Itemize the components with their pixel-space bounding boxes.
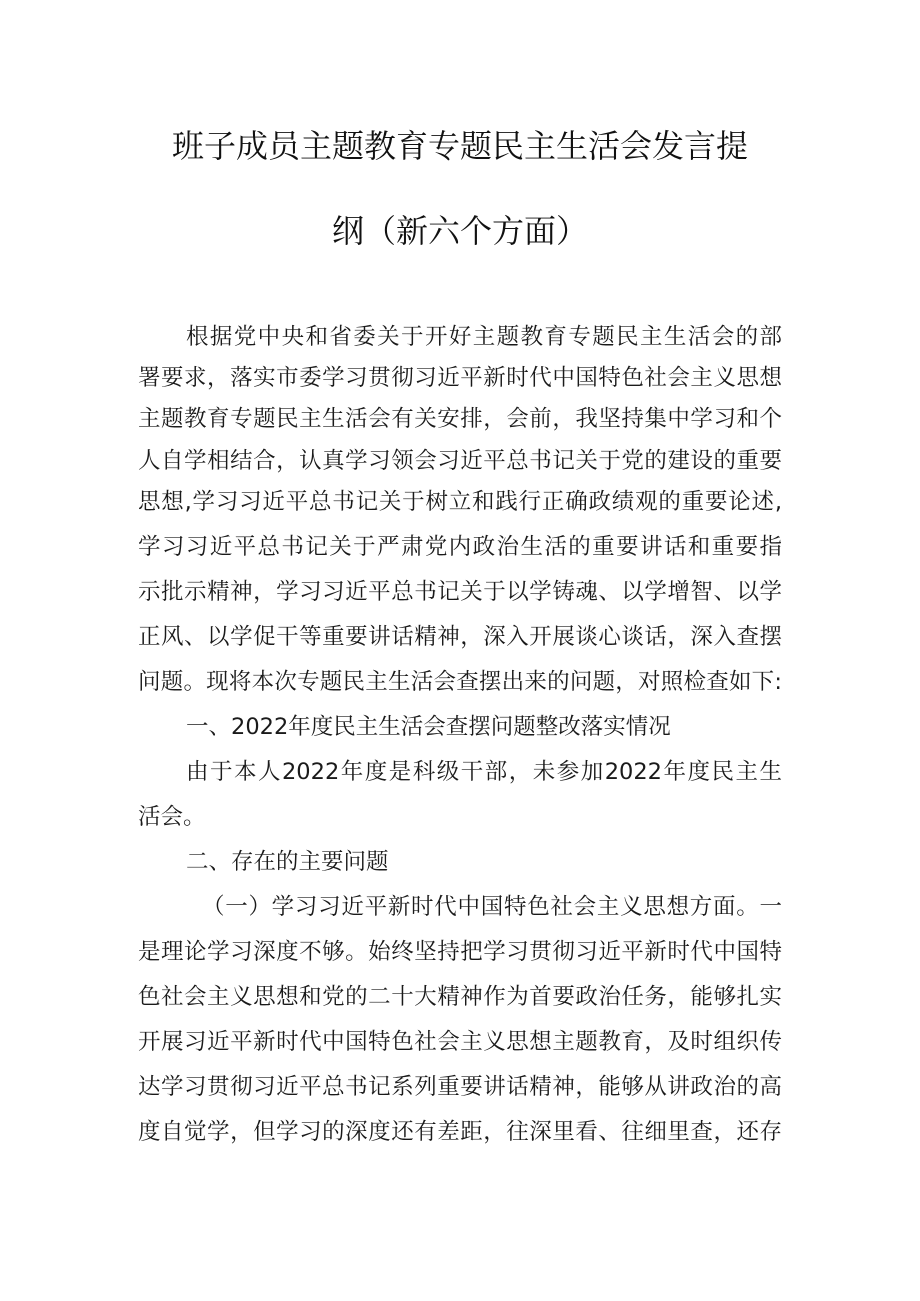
body-line: 达学习贯彻习近平总书记系列重要讲话精神，能够从讲政治的高 [138,1074,782,1100]
document-title-line-1: 班子成员主题教育专题民主生活会发言提 [171,127,748,165]
body-line: 度自觉学，但学习的深度还有差距，往深里看、往细里查，还存 [138,1119,782,1145]
section-heading-1: 一、2022年度民主生活会查摆问题整改落实情况 [186,714,671,740]
body-line: 是理论学习深度不够。始终坚持把学习贯彻习近平新时代中国特 [138,939,782,965]
body-line: 示批示精神，学习习近平总书记关于以学铸魂、以学增智、以学 [138,579,782,605]
body-line: 主题教育专题民主生活会有关安排，会前，我坚持集中学习和个 [138,406,782,432]
body-line: 根据党中央和省委关于开好主题教育专题民主生活会的部 [186,324,782,350]
document-title-line-2: 纲（新六个方面） [331,212,588,250]
body-line: 活会。 [138,804,206,830]
body-line: 由于本人2022年度是科级干部，未参加2022年度民主生 [186,759,782,785]
subsection-heading: （一）学习习近平新时代中国特色社会主义思想方面。一 [202,894,782,920]
body-line: 开展习近平新时代中国特色社会主义思想主题教育，及时组织传 [138,1029,782,1055]
section-heading-2: 二、存在的主要问题 [186,849,389,875]
body-line: 思想,学习习近平总书记关于树立和践行正确政绩观的重要论述, [138,489,782,515]
body-line: 正风、以学促干等重要讲话精神，深入开展谈心谈话，深入查摆 [138,624,782,650]
body-line: 学习习近平总书记关于严肃党内政治生活的重要讲话和重要指 [138,534,782,560]
body-line: 色社会主义思想和党的二十大精神作为首要政治任务，能够扎实 [138,984,782,1010]
body-line: 问题。现将本次专题民主生活会查摆出来的问题，对照检查如下: [138,669,782,695]
body-line: 人自学相结合，认真学习领会习近平总书记关于党的建设的重要 [138,448,782,474]
body-line: 署要求，落实市委学习贯彻习近平新时代中国特色社会主义思想 [138,365,782,391]
